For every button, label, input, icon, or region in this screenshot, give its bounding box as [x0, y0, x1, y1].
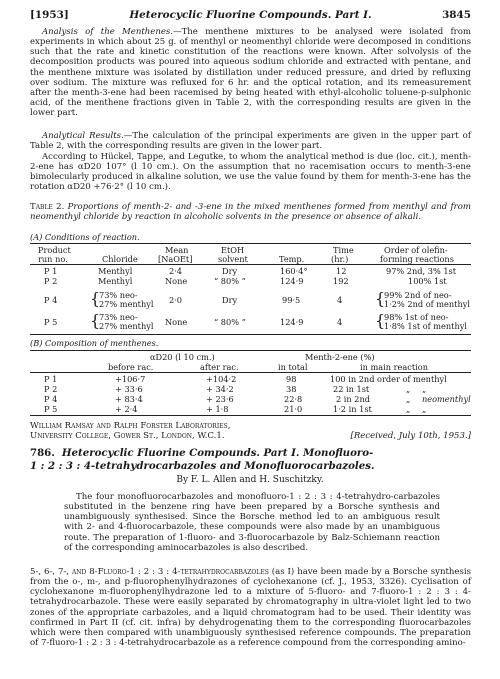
left-brace: { — [90, 311, 101, 330]
section-b-label: (B) Composition of menthenes. — [30, 338, 159, 348]
cell-main: 2 in 2nd — [336, 394, 371, 404]
cell-time: 4 — [337, 317, 343, 327]
cell-main: 22 in 1st — [333, 384, 370, 394]
header-row-a2 — [30, 254, 471, 264]
table-row — [30, 266, 471, 276]
col-temp: Temp. — [279, 254, 305, 264]
affiliation-line-2: University College, Gower St., London, W.C.1. — [30, 431, 225, 442]
article-title — [30, 447, 471, 473]
paragraph-lead: Analytical Results. — [42, 131, 124, 141]
cell-order: 97% 2nd, 3% 1st — [386, 266, 457, 276]
cell-before: + 33·6 — [115, 384, 143, 394]
cell-run: P 2 — [44, 276, 58, 286]
cell-chloride: Menthyl — [98, 266, 133, 276]
cell-etoh: “ 80% ” — [214, 276, 246, 286]
cell-chloride: Menthyl — [98, 276, 133, 286]
table-row — [30, 404, 471, 414]
table-row — [30, 312, 471, 332]
header-row-b1 — [30, 352, 471, 362]
table-rule — [30, 415, 471, 416]
table-row — [30, 276, 471, 286]
section-b-heading — [30, 338, 471, 348]
affiliation — [30, 421, 471, 441]
cell-before: + 83·4 — [115, 394, 143, 404]
table-row — [30, 394, 471, 404]
cell-before: +106·7 — [115, 374, 146, 384]
col-mean-2: [NaOEt] — [158, 254, 193, 264]
cell-mean: 2·0 — [169, 295, 183, 305]
col-order-2: forming reactions — [380, 254, 454, 264]
cell-order: 1·2% 2nd of menthyl — [384, 299, 470, 309]
abstract — [64, 492, 440, 553]
cell-temp: 124·9 — [280, 317, 304, 327]
article-title-line-2: 1 : 2 : 3 : 4-tetrahydrocarbazoles and Monofluorocarbazoles. — [30, 460, 375, 472]
col-main: in main reaction — [360, 362, 428, 372]
cell-etoh: Dry — [222, 266, 238, 276]
cell-after: + 23·6 — [206, 394, 234, 404]
left-brace: { — [375, 289, 386, 308]
cell-etoh: “ 80% ” — [214, 317, 246, 327]
col-run-2: run no. — [38, 254, 68, 264]
received-date: [Received, July 10th, 1953.] — [350, 431, 471, 442]
col-menth: Menth-2-ene (%) — [305, 352, 375, 362]
body-text: (as I) have been made by a Borsche synthesis from the o-, m-, and p-fluorophenylhydrazones of cyclohexanone (cf. J., 1953, 3326). Cyclisation of cyclohexanone m-fluorophenylhydrazone led to a mixture of 5-fluoro- and 7-fluoro-1 : 2 : 3 : 4-tetrahydrocarbazole. These were easily separated by chromatography in ultra-violet light led to two zones of the appropriate carbazoles, and a liquid chromatogram had to be used. Their identity was confirmed in Part II (cf. cit. infra) by dehydrogenating them to the corresponding fluorocarbazoles which were then compared with unambiguously synthesised reference compounds. The preparation of 7-fluoro-1 : 2 : 3 : 4-tetrahydrocarbazole as a reference compound from the corresponding amino- — [30, 567, 472, 649]
paragraph-analysis — [30, 27, 471, 118]
cell-main: 100 in 2nd order of menthyl — [330, 374, 447, 384]
cell-time: 12 — [336, 266, 347, 276]
paragraph-text: —The menthene mixtures to be analysed were isolated from experiments in which about 25 g. of menthyl or neomenthyl chloride were decomposed in conditions such that the rate and kinetic constitution of the reactions were known. After solvolysis of the decomposition products was poured into aqueous sodium chloride and extracted with pentane, and the menthene mixture was isolated by distillation under reduced pressure, and dried by refluxing over sodium. The mixture was refluxed for 6 hr. and the optical rotation, and its remeasurement after the menth-3-ene had been racemised by being heated with ethyl-alcoholic toluene-p-sulphonic acid, of the menthene fractions given in Table 2, with the corresponding results are given in the lower part. — [30, 27, 471, 119]
affiliation-line-1: William Ramsay and Ralph Forster Laboratories, — [30, 421, 231, 431]
cell-after: + 34·2 — [206, 384, 234, 394]
authors-text: By F. L. Allen and H. Suschitzky. — [176, 475, 324, 485]
body-paragraph — [30, 567, 471, 648]
article-authors — [0, 475, 500, 485]
cell-chloride: 73% neo- — [99, 312, 138, 322]
paragraph-huckel — [30, 152, 471, 193]
paragraph-lead: Analysis of the Menthenes. — [42, 27, 174, 37]
section-a-heading — [30, 232, 471, 242]
col-etoh: EtOH — [221, 245, 245, 255]
cell-chloride: 27% menthyl — [99, 321, 154, 331]
cell-run: P 1 — [44, 374, 58, 384]
table-rule — [30, 334, 471, 335]
cell-main: 1·2 in 1st — [333, 404, 372, 414]
page-number: 3845 — [442, 9, 471, 21]
cell-mean: None — [165, 317, 188, 327]
col-time-2: (hr.) — [331, 254, 349, 264]
paragraph-text: According to Hückel, Tappe, and Legutke, to whom the analytical method is due (loc. cit.), menth-2-ene has αD20 107° (l 10 cm.). On the assumption that no racemisation occurs to menth-3-ene bimolecularly produced in alkaline solution, we use the value found by them for menth-3-ene has the rotation αD20 +76·2° (l 10 cm.). — [30, 152, 471, 193]
cell-run: P 1 — [44, 266, 58, 276]
col-after: after rac. — [200, 362, 239, 372]
cell-total: 22·8 — [284, 394, 303, 404]
body-lead: 5-, 6-, 7-, and 8-Fluoro-1 : 2 : 3 : 4-tetrahydrocarbazoles — [30, 567, 269, 577]
cell-mean: 2·4 — [169, 266, 183, 276]
table-caption-text: Proportions of menth-2- and -3-ene in the mixed menthenes formed from menthyl and from neomenthyl chloride by reaction in alcoholic solvents in the presence or absence of alkali. — [30, 202, 472, 223]
col-mean: Mean — [165, 245, 189, 255]
table-rule — [30, 243, 471, 244]
paragraph-results — [30, 131, 471, 151]
cell-order: 99% 2nd of neo- — [384, 290, 452, 300]
table-rule — [30, 372, 471, 373]
paragraph-text: —The calculation of the principal experiments are given in the upper part of Table 2, with the corresponding results are given in the lower part. — [30, 131, 471, 152]
cell-total: 38 — [286, 384, 297, 394]
table-2-part-b — [30, 350, 471, 420]
running-header — [30, 9, 471, 23]
cell-run: P 4 — [44, 394, 58, 404]
cell-total: 21·0 — [284, 404, 303, 414]
cell-order: 100% 1st — [408, 276, 447, 286]
cell-order: 98% 1st of neo- — [384, 312, 449, 322]
col-time: Time — [333, 245, 354, 255]
cell-run: P 5 — [44, 404, 58, 414]
left-brace: { — [90, 289, 101, 308]
ditto-mark: „ — [422, 384, 427, 394]
table-row — [30, 384, 471, 394]
cell-etoh: Dry — [222, 295, 238, 305]
header-year: [1953] — [30, 9, 69, 21]
table-caption — [30, 202, 471, 222]
article-title-line-1: Heterocyclic Fluorine Compounds. Part I. Monofluoro- — [61, 447, 374, 459]
table-rule — [30, 264, 471, 265]
cell-after: + 1·8 — [206, 404, 229, 414]
cell-chloride: 27% menthyl — [99, 299, 154, 309]
article-number: 786. — [30, 447, 55, 459]
cell-temp: 99·5 — [282, 295, 301, 305]
table-2 — [30, 232, 471, 350]
cell-run: P 2 — [44, 384, 58, 394]
col-etoh-2: solvent — [218, 254, 248, 264]
cell-run: P 5 — [44, 317, 58, 327]
col-before: before rac. — [108, 362, 154, 372]
ditto-mark: „ — [406, 394, 411, 404]
table-rule — [30, 350, 471, 351]
cell-after: +104·2 — [206, 374, 237, 384]
cell-mean: None — [165, 276, 188, 286]
cell-unit: neomenthyl — [422, 394, 471, 404]
col-total: in total — [278, 362, 308, 372]
ditto-mark: „ — [406, 404, 411, 414]
cell-chloride: 73% neo- — [99, 290, 138, 300]
cell-temp: 124·9 — [280, 276, 304, 286]
table-row — [30, 290, 471, 310]
cell-before: + 2·4 — [115, 404, 138, 414]
cell-order: 1·8% 1st of menthyl — [384, 321, 467, 331]
section-a-label: (A) Conditions of reaction. — [30, 232, 140, 242]
ditto-mark: „ — [422, 404, 427, 414]
header-title: Heterocyclic Fluorine Compounds. Part I. — [129, 9, 372, 21]
cell-run: P 4 — [44, 295, 58, 305]
left-brace: { — [375, 311, 386, 330]
cell-time: 192 — [333, 276, 349, 286]
table-label: Table 2. — [30, 202, 65, 212]
col-run: Product — [38, 245, 71, 255]
cell-total: 98 — [286, 374, 297, 384]
table-row — [30, 374, 471, 384]
col-order: Order of olefin- — [384, 245, 448, 255]
col-chloride: Chloride — [102, 254, 138, 264]
col-alpha: αD20 (l 10 cm.) — [150, 352, 215, 362]
cell-time: 4 — [337, 295, 343, 305]
ditto-mark: „ — [406, 384, 411, 394]
cell-temp: 160·4° — [280, 266, 308, 276]
header-row-b2 — [30, 362, 471, 372]
abstract-text: The four monofluorocarbazoles and monofluoro-1 : 2 : 3 : 4-tetrahydro-carbazoles substituted in the benzene ring have been prepared by a Borsche synthesis and unambiguously synthesised. Since the Borsche method led to an ambiguous result with 2- and 4-fluorocarbazole, these compounds were also made by an unambiguous route. The preparation of 1-fluoro- and 3-fluorocarbazole by Balz-Schiemann reaction of the corresponding aminocarbazoles is also described. — [64, 492, 440, 553]
